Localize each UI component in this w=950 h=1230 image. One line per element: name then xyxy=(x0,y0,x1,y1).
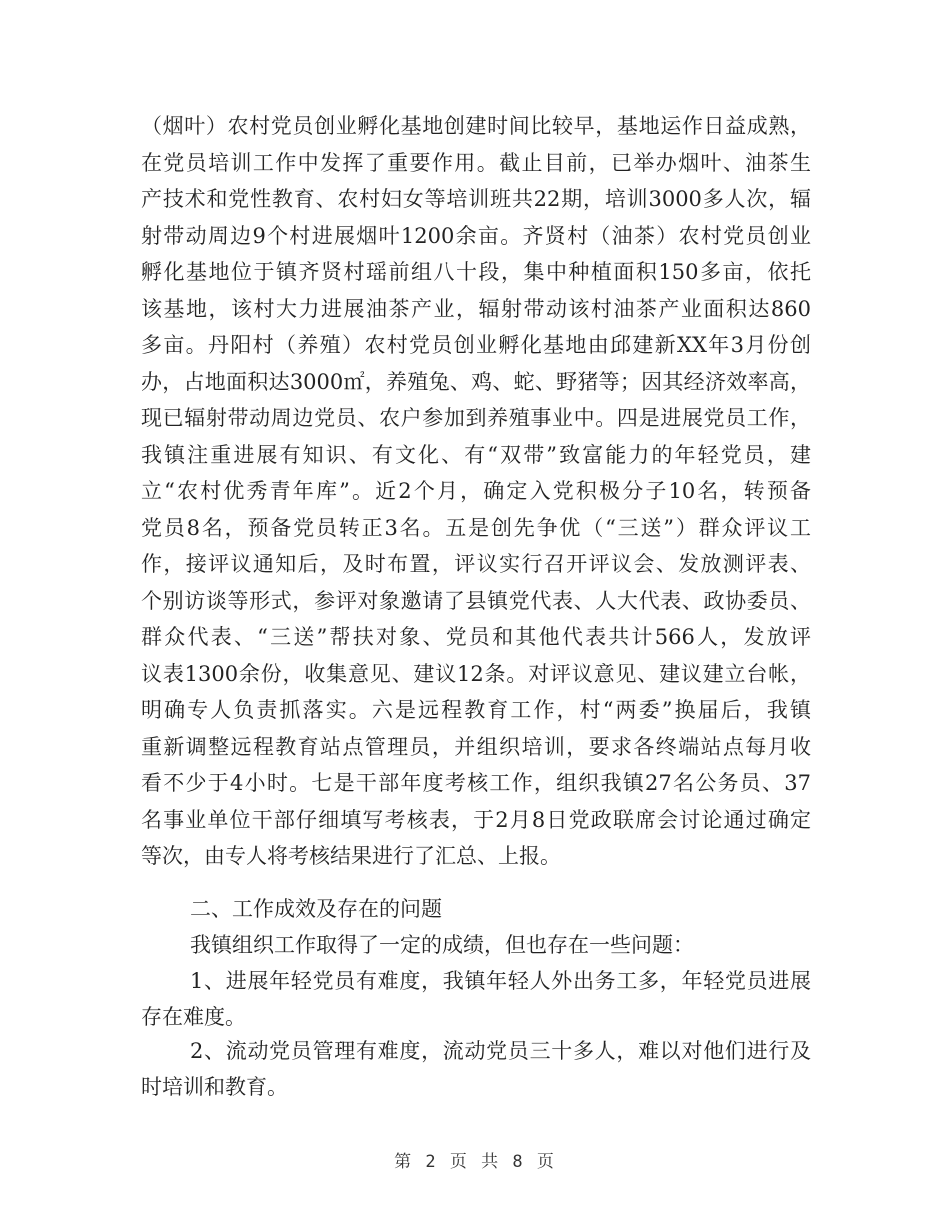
intro-paragraph: 我镇组织工作取得了一定的成绩，但也存在一些问题： xyxy=(190,933,694,957)
text-line: 现已辐射带动周边党员、农户参加到养殖事业中。四是进展党员工作， xyxy=(141,406,811,430)
text-line: 时培训和教育。 xyxy=(141,1075,288,1099)
page-number: 第 2 页 共 8 页 xyxy=(394,1152,556,1172)
text-line: 产技术和党性教育、农村妇女等培训班共22期，培训3000多人次，辐 xyxy=(141,187,811,211)
text-line: 明确专人负责抓落实。六是远程教育工作，村“两委”换届后，我镇 xyxy=(141,698,811,722)
text-line: 党员8名，预备党员转正3名。五是创先争优（“三送”）群众评议工 xyxy=(141,515,811,540)
text-line: 我镇注重进展有知识、有文化、有“双带”致富能力的年轻党员，建 xyxy=(141,442,811,467)
text-line: 孵化基地位于镇齐贤村瑶前组八十段，集中种植面积150多亩，依托 xyxy=(141,260,811,284)
text-line: 立“农村优秀青年库”。近2个月，确定入党积极分子10名，转预备 xyxy=(141,479,811,503)
text-line: 办，占地面积达3000㎡，养殖兔、鸡、蛇、野猪等；因其经济效率高， xyxy=(141,369,811,394)
text-line: 存在难度。 xyxy=(141,1005,246,1029)
text-line: 该基地，该村大力进展油茶产业，辐射带动该村油茶产业面积达860 xyxy=(141,296,811,321)
text-line: 在党员培训工作中发挥了重要作用。截止目前，已举办烟叶、油茶生 xyxy=(141,150,811,175)
text-line: 射带动周边9个村进展烟叶1200余亩。齐贤村（油茶）农村党员创业 xyxy=(141,223,811,248)
text-line: 重新调整远程教育站点管理员，并组织培训，要求各终端站点每月收 xyxy=(141,734,811,759)
text-line: （烟叶）农村党员创业孵化基地创建时间比较早，基地运作日益成熟， xyxy=(141,114,811,138)
text-line: 作，接评议通知后，及时布置，评议实行召开评议会、发放测评表、 xyxy=(141,552,811,576)
text-line: 看不少于4小时。七是干部年度考核工作，组织我镇27名公务员、37 xyxy=(141,771,811,795)
text-line: 群众代表、“三送”帮扶对象、党员和其他代表共计566人，发放评 xyxy=(141,625,811,649)
text-line: 名事业单位干部仔细填写考核表，于2月8日党政联席会讨论通过确定 xyxy=(141,807,811,832)
text-line: 个别访谈等形式，参评对象邀请了县镇党代表、人大代表、政协委员、 xyxy=(141,588,811,613)
text-line: 多亩。丹阳村（养殖）农村党员创业孵化基地由邱建新XX年3月份创 xyxy=(141,333,811,357)
text-line: 议表1300余份，收集意见、建议12条。对评议意见、建议建立台帐， xyxy=(141,661,811,686)
text-line: 1、进展年轻党员有难度，我镇年轻人外出务工多，年轻党员进展 xyxy=(190,969,811,993)
section-heading: 二、工作成效及存在的问题 xyxy=(190,897,442,921)
text-line: 2、流动党员管理有难度，流动党员三十多人，难以对他们进行及 xyxy=(190,1039,811,1063)
text-line: 等次，由专人将考核结果进行了汇总、上报。 xyxy=(141,844,561,868)
